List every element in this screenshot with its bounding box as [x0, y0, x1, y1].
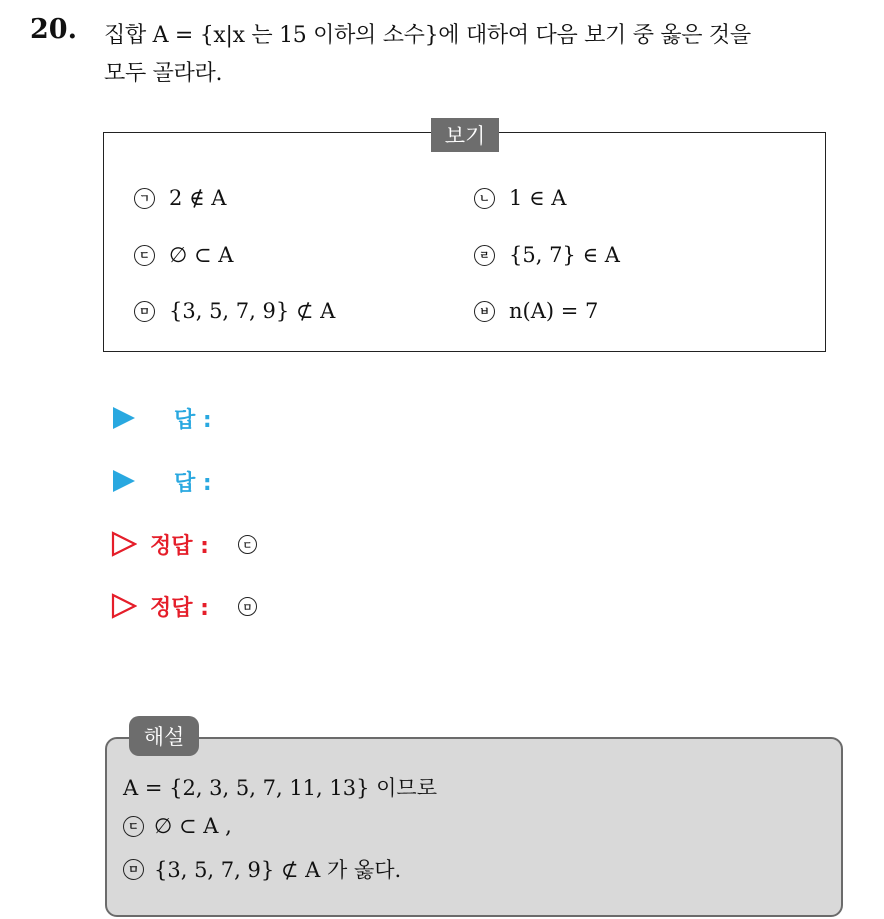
choice-2 — [474, 186, 566, 210]
choice-mark: ㅂ — [474, 301, 495, 322]
solution-line-1: A = {2, 3, 5, 7, 11, 13} 이므로 — [123, 776, 438, 800]
solution-line-2 — [123, 814, 232, 838]
choice-mark: ㄷ — [134, 245, 155, 266]
question-number: 20. — [30, 14, 77, 45]
solution-line-2-text: ∅ ⊂ A , — [154, 814, 232, 838]
correct-answer-label: 정답 : — [150, 596, 209, 621]
answer-blank-label: 답 : — [174, 471, 212, 496]
question-text-line1: 집합 A = {x|x 는 15 이하의 소수}에 대하여 다음 보기 중 옳은 것을 — [104, 23, 751, 48]
choice-mark: ㅁ — [134, 301, 155, 322]
choice-text: ∅ ⊂ A — [169, 243, 234, 267]
choice-1 — [134, 186, 226, 210]
outline-arrow-icon — [111, 531, 137, 557]
choice-text: {3, 5, 7, 9} ⊄ A — [169, 299, 336, 323]
correct-answer-label: 정답 : — [150, 534, 209, 559]
correct-answer-value: ㅁ — [238, 597, 257, 616]
choice-mark: ㄱ — [134, 188, 155, 209]
choice-mark: ㄹ — [474, 245, 495, 266]
play-arrow-icon — [113, 407, 135, 429]
answer-blank-label: 답 : — [174, 408, 212, 433]
solution-line-3-text: {3, 5, 7, 9} ⊄ A 가 옳다. — [154, 858, 402, 882]
choice-6 — [474, 299, 598, 323]
question-text-line2: 모두 골라라. — [104, 61, 223, 86]
choice-mark: ㄴ — [474, 188, 495, 209]
choice-5 — [134, 299, 335, 323]
choice-text: 2 ∉ A — [169, 186, 227, 210]
outline-arrow-icon — [111, 593, 137, 619]
choice-text: {5, 7} ∈ A — [509, 243, 620, 267]
solution-title: 해설 — [129, 716, 199, 756]
choice-3 — [134, 243, 233, 267]
solution-mark: ㄷ — [123, 816, 144, 837]
solution-mark: ㅁ — [123, 859, 144, 880]
choice-text: n(A) = 7 — [509, 299, 599, 323]
bogi-title: 보기 — [431, 118, 499, 152]
choice-text: 1 ∈ A — [509, 186, 567, 210]
choice-4 — [474, 243, 620, 267]
play-arrow-icon — [113, 470, 135, 492]
correct-answer-value: ㄷ — [238, 535, 257, 554]
solution-line-3 — [123, 854, 401, 884]
